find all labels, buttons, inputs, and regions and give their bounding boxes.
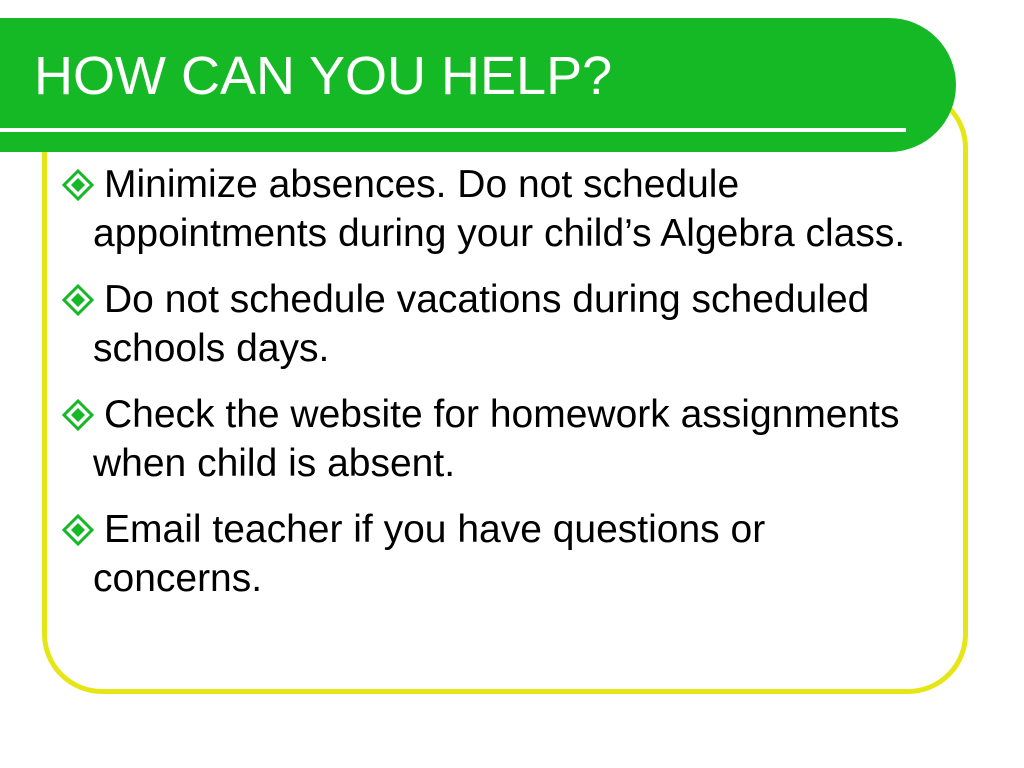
diamond-bullet-icon [62, 514, 94, 546]
bullet-item [62, 160, 922, 258]
bullet-list [62, 160, 922, 620]
bullet-text: Email teacher if you have questions or concerns. [93, 508, 766, 600]
bullet-text: Do not schedule vacations during scheduled schools days. [93, 278, 870, 370]
bullet-item [62, 390, 922, 488]
bullet-item [62, 275, 922, 373]
bullet-text: Check the website for homework assignments when child is absent. [93, 393, 900, 485]
slide-title: HOW CAN YOU HELP? [34, 46, 613, 106]
diamond-bullet-icon [62, 399, 94, 431]
diamond-bullet-icon [62, 169, 94, 201]
title-underline [0, 128, 906, 132]
diamond-bullet-icon [62, 284, 94, 316]
bullet-text: Minimize absences. Do not schedule appointments during your child’s Algebra class. [93, 163, 906, 255]
bullet-item [62, 505, 922, 603]
